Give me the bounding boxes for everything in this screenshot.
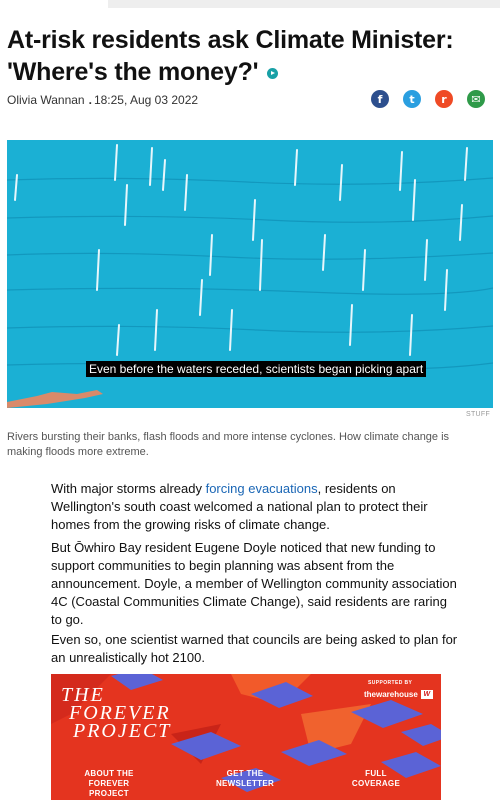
email-share-icon[interactable]	[467, 90, 485, 108]
article-paragraph-2: But Ōwhiro Bay resident Eugene Doyle noticed that new funding to support communities to begin planning was absent from the announcement. Doyle, a member of Wellington community association 4C (Coastal Communities Climate Change), said residents are raring to go.	[51, 540, 457, 627]
link-line: NEWSLETTER	[215, 779, 275, 788]
video-caption: Rivers bursting their banks, flash floods and more intense cyclones. How climate change is making floods more extreme.	[7, 431, 450, 458]
video-play-icon[interactable]	[267, 68, 278, 79]
p1-text-after: , residents on Wellington's south coast welcomed a national plan to protect their homes from the growing risks of climate change.	[51, 481, 428, 532]
video-credit: STUFF	[466, 411, 491, 418]
link-line: FULL	[365, 769, 387, 778]
facebook-glyph: f	[377, 92, 383, 106]
sponsor-name: thewarehouse	[364, 690, 418, 699]
byline	[7, 93, 198, 107]
about-forever-project-link[interactable]	[69, 769, 149, 799]
byline-separator: .	[88, 93, 92, 107]
video-subtitle: Even before the waters receded, scientists began picking apart	[86, 361, 426, 377]
twitter-share-icon[interactable]	[403, 90, 421, 108]
logo-line-1: THE	[61, 684, 105, 706]
reddit-glyph: r	[441, 92, 447, 106]
forever-project-banner[interactable]	[51, 674, 441, 800]
link-line: ABOUT THE	[84, 769, 134, 778]
forever-project-logo	[61, 686, 201, 740]
logo-line-2: FOREVER	[69, 702, 171, 724]
link-line: COVERAGE	[351, 779, 401, 788]
sponsor-logo[interactable]	[364, 689, 433, 700]
article-paragraph-1	[51, 480, 461, 534]
supported-by-label: SUPPORTED BY	[368, 680, 413, 686]
article-paragraph-3: Even so, one scientist warned that councils are being asked to plan for an unrealistically hot 2100.	[51, 632, 458, 665]
newsletter-link[interactable]	[210, 769, 280, 789]
article-headline	[7, 24, 493, 88]
facebook-share-icon[interactable]	[371, 90, 389, 108]
email-glyph: ✉	[471, 92, 481, 106]
warehouse-mark-icon: W	[421, 690, 433, 699]
full-coverage-link[interactable]	[351, 769, 401, 789]
publish-timestamp: 18:25, Aug 03 2022	[93, 93, 199, 107]
twitter-glyph: t	[409, 92, 415, 106]
link-line: GET THE	[226, 769, 264, 778]
author-name[interactable]: Olivia Wannan	[7, 93, 85, 107]
forcing-evacuations-link[interactable]: forcing evacuations	[205, 481, 318, 496]
logo-line-3: PROJECT	[73, 720, 172, 742]
reddit-share-icon[interactable]	[435, 90, 453, 108]
p1-text-before: With major storms already	[51, 481, 206, 496]
top-bar-strip	[108, 0, 500, 8]
link-line: FOREVER PROJECT	[88, 779, 130, 798]
headline-text: At-risk residents ask Climate Minister: 'Where's the money?'	[7, 26, 454, 86]
